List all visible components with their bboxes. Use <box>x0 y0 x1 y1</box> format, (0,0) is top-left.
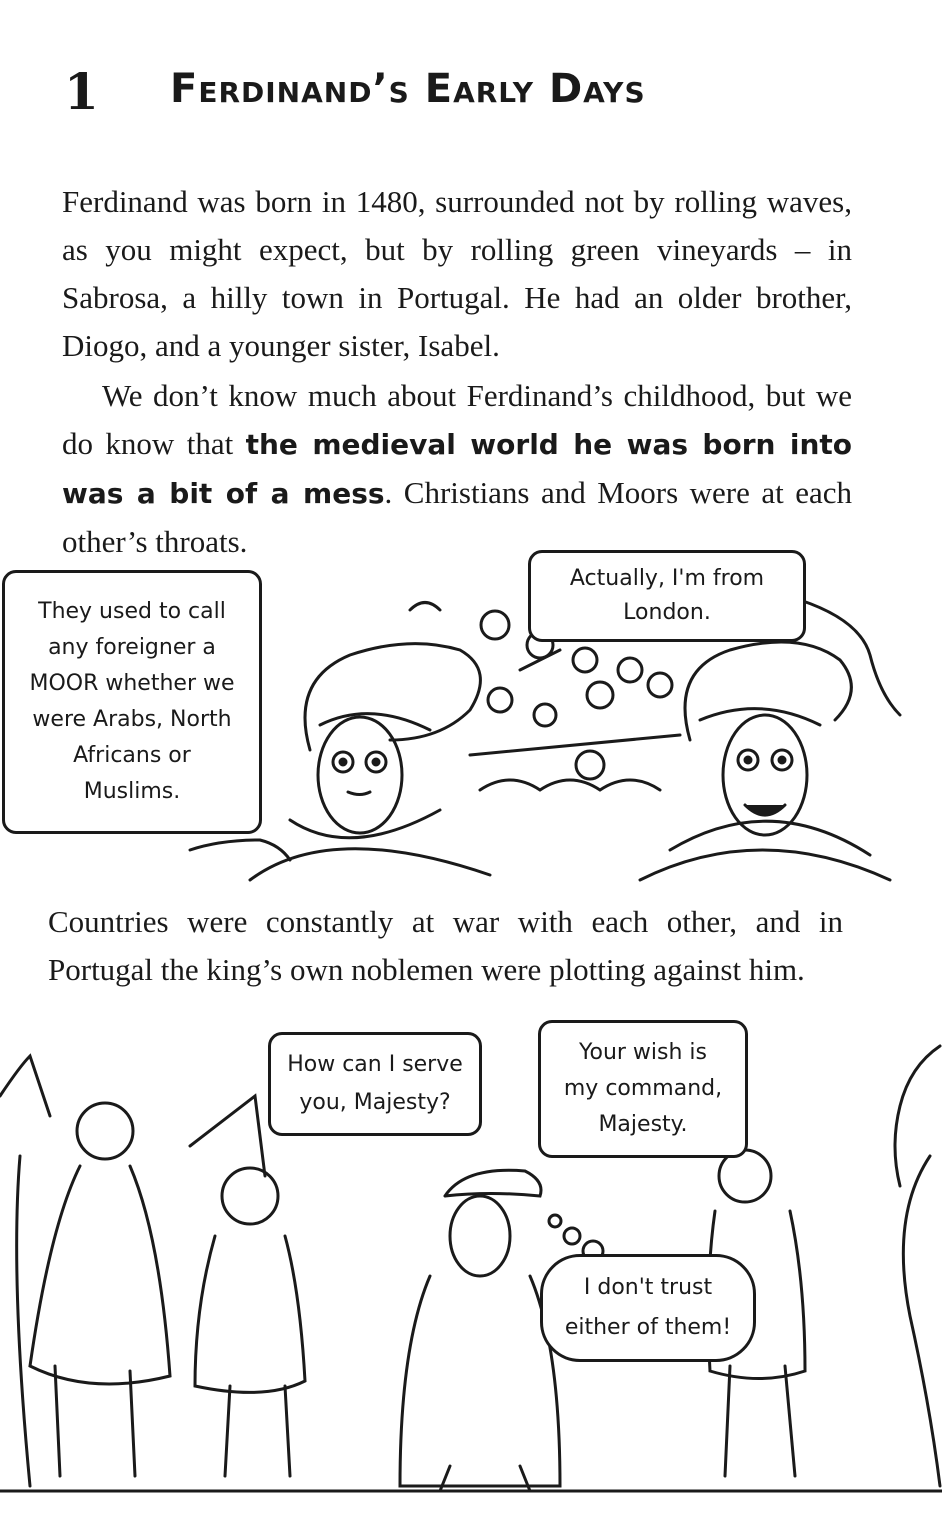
caption-box-moor <box>2 570 262 834</box>
paragraph-3: Countries were constantly at war with each other, and in Portugal the king’s own noblemen were plotting against him. <box>48 904 843 987</box>
speech-line: Majesty. <box>598 1112 688 1137</box>
speech-line: my command, <box>563 1076 723 1101</box>
paragraph-2-text-a: We don’t know much about Ferdinand’s childhood, but we do know that <box>62 378 852 461</box>
paragraph-1: Ferdinand was born in 1480, surrounded not by rolling waves, as you might expect, but by rolling green vineyards – in Sabrosa, a hilly town in Portugal. He had an older brother, Diogo, and a younger sister, Isabel. <box>62 184 852 363</box>
chapter-number: 1 <box>64 62 99 121</box>
chapter-title: Ferdinand’s Early Days <box>170 66 646 112</box>
speech-line: Your wish is <box>578 1040 708 1065</box>
paragraph-2 <box>62 372 852 566</box>
caption-line: were Arabs, North <box>32 707 232 732</box>
speech-line: London. <box>623 600 711 625</box>
caption-line: They used to call <box>38 599 226 624</box>
speech-line: Actually, I'm from <box>569 566 765 591</box>
caption-line: any foreigner a <box>48 635 216 660</box>
caption-line: Muslims. <box>83 779 181 804</box>
paragraph-2-text-b: . Christians and Moors were at each other’s throats. <box>62 475 852 559</box>
speech-bubble-command <box>538 1020 748 1158</box>
speech-bubble-serve <box>268 1032 482 1136</box>
speech-line: How can I serve <box>287 1052 463 1077</box>
speech-bubble-london <box>528 550 806 642</box>
caption-line: Africans or <box>73 743 191 768</box>
caption-line: MOOR whether we <box>29 671 235 696</box>
speech-line: you, Majesty? <box>299 1090 451 1115</box>
thought-line: either of them! <box>564 1315 732 1340</box>
paragraph-2-bold: the medieval world he was born into was a bit of a mess <box>62 428 852 510</box>
thought-line: I don't trust <box>583 1275 713 1300</box>
thought-bubble-king <box>540 1254 756 1362</box>
